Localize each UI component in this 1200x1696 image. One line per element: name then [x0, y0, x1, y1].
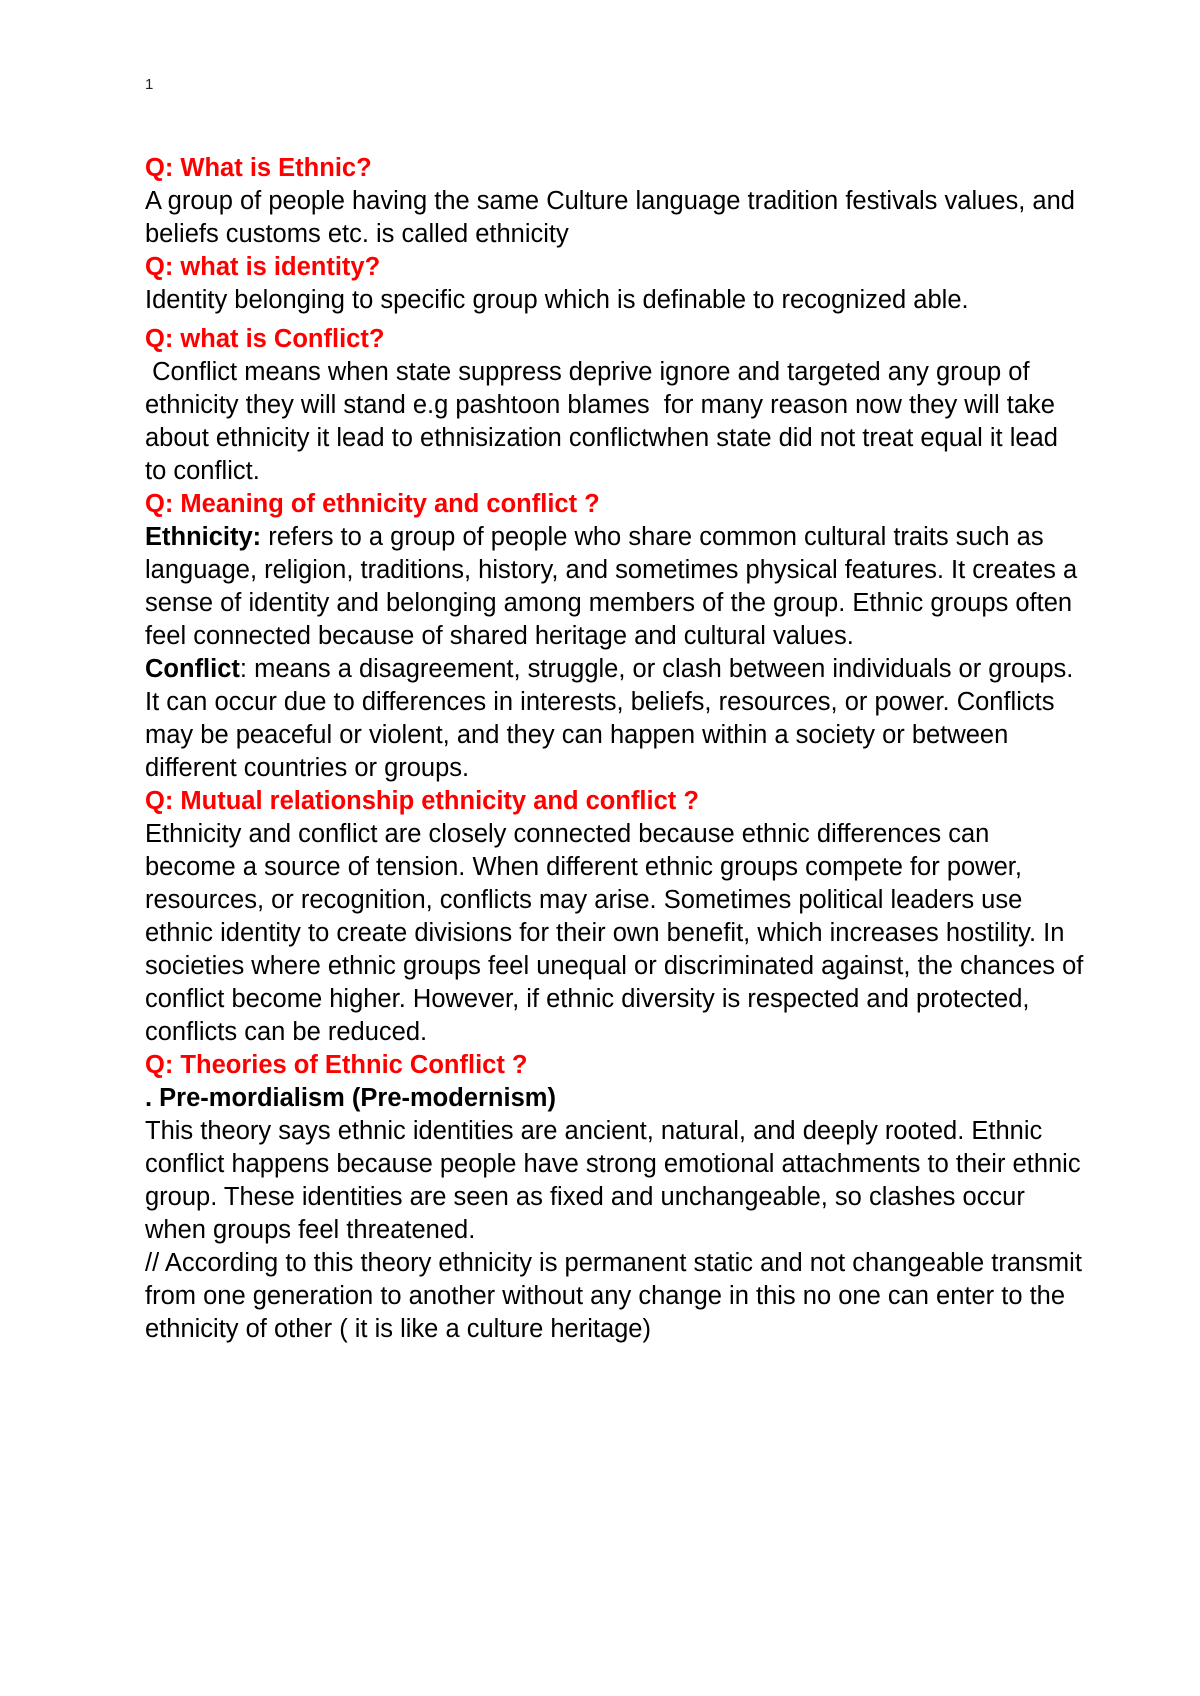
- theory-paragraph-1: This theory says ethnic identities are ancient, natural, and deeply rooted. Ethnic conflict happens because people have strong emotional attachments to their ethnic group. These identities are seen as fixed and unchangeable, so clashes occur when groups feel threatened.: [145, 1117, 1081, 1244]
- term-conflict: Conflict: [145, 655, 240, 683]
- question-mutual-relationship: Q: Mutual relationship ethnicity and conflict ?: [145, 787, 699, 815]
- term-ethnicity: Ethnicity:: [145, 523, 262, 551]
- question-what-is-ethnic: Q: What is Ethnic?: [145, 154, 372, 182]
- answer-what-is-conflict: Conflict means when state suppress deprive ignore and targeted any group of ethnicity they will stand e.g pashtoon blames for many reason now they will take about ethnicity it lead to ethnisization conflictwhen state did not treat equal it lead to conflict.: [145, 358, 1066, 485]
- answer-what-is-identity: Identity belonging to specific group which is definable to recognized able.: [145, 286, 969, 314]
- theory-paragraph-2: // According to this theory ethnicity is permanent static and not changeable transmit from one generation to another without any change in this no one can enter to the ethnicity of other ( it is like a culture heritage): [145, 1249, 1082, 1343]
- question-meaning-ethnicity-conflict: Q: Meaning of ethnicity and conflict ?: [145, 490, 600, 518]
- question-what-is-identity: Q: what is identity?: [145, 253, 381, 281]
- page-number: 1: [145, 76, 154, 93]
- definition-ethnicity: [145, 521, 1085, 653]
- document-body: [145, 152, 1085, 1346]
- definition-conflict: [145, 653, 1085, 785]
- answer-mutual-relationship: Ethnicity and conflict are closely connected because ethnic differences can become a source of tension. When different ethnic groups compete for power, resources, or recognition, conflicts may arise. Sometimes political leaders use ethnic identity to create divisions for their own benefit, which increases hostility. In societies where ethnic groups feel unequal or discriminated against, the chances of conflict become higher. However, if ethnic diversity is respected and protected, conflicts can be reduced.: [145, 820, 1084, 1046]
- question-theories: Q: Theories of Ethnic Conflict ?: [145, 1051, 528, 1079]
- question-what-is-conflict: Q: what is Conflict?: [145, 325, 385, 353]
- text-ethnicity: refers to a group of people who share common cultural traits such as language, religion, traditions, history, and sometimes physical features. It creates a sense of identity and belonging among members of the group. Ethnic groups often feel connected because of shared heritage and cultural values.: [145, 523, 1085, 650]
- subheading-premordialism: . Pre-mordialism (Pre-modernism): [145, 1084, 556, 1112]
- answer-what-is-ethnic: A group of people having the same Culture language tradition festivals values, and beliefs customs etc. is called ethnicity: [145, 187, 1075, 248]
- text-conflict: : means a disagreement, struggle, or clash between individuals or groups. It can occur due to differences in interests, beliefs, resources, or power. Conflicts may be peaceful or violent, and they can happen within a society or between different countries or groups.: [145, 655, 1074, 782]
